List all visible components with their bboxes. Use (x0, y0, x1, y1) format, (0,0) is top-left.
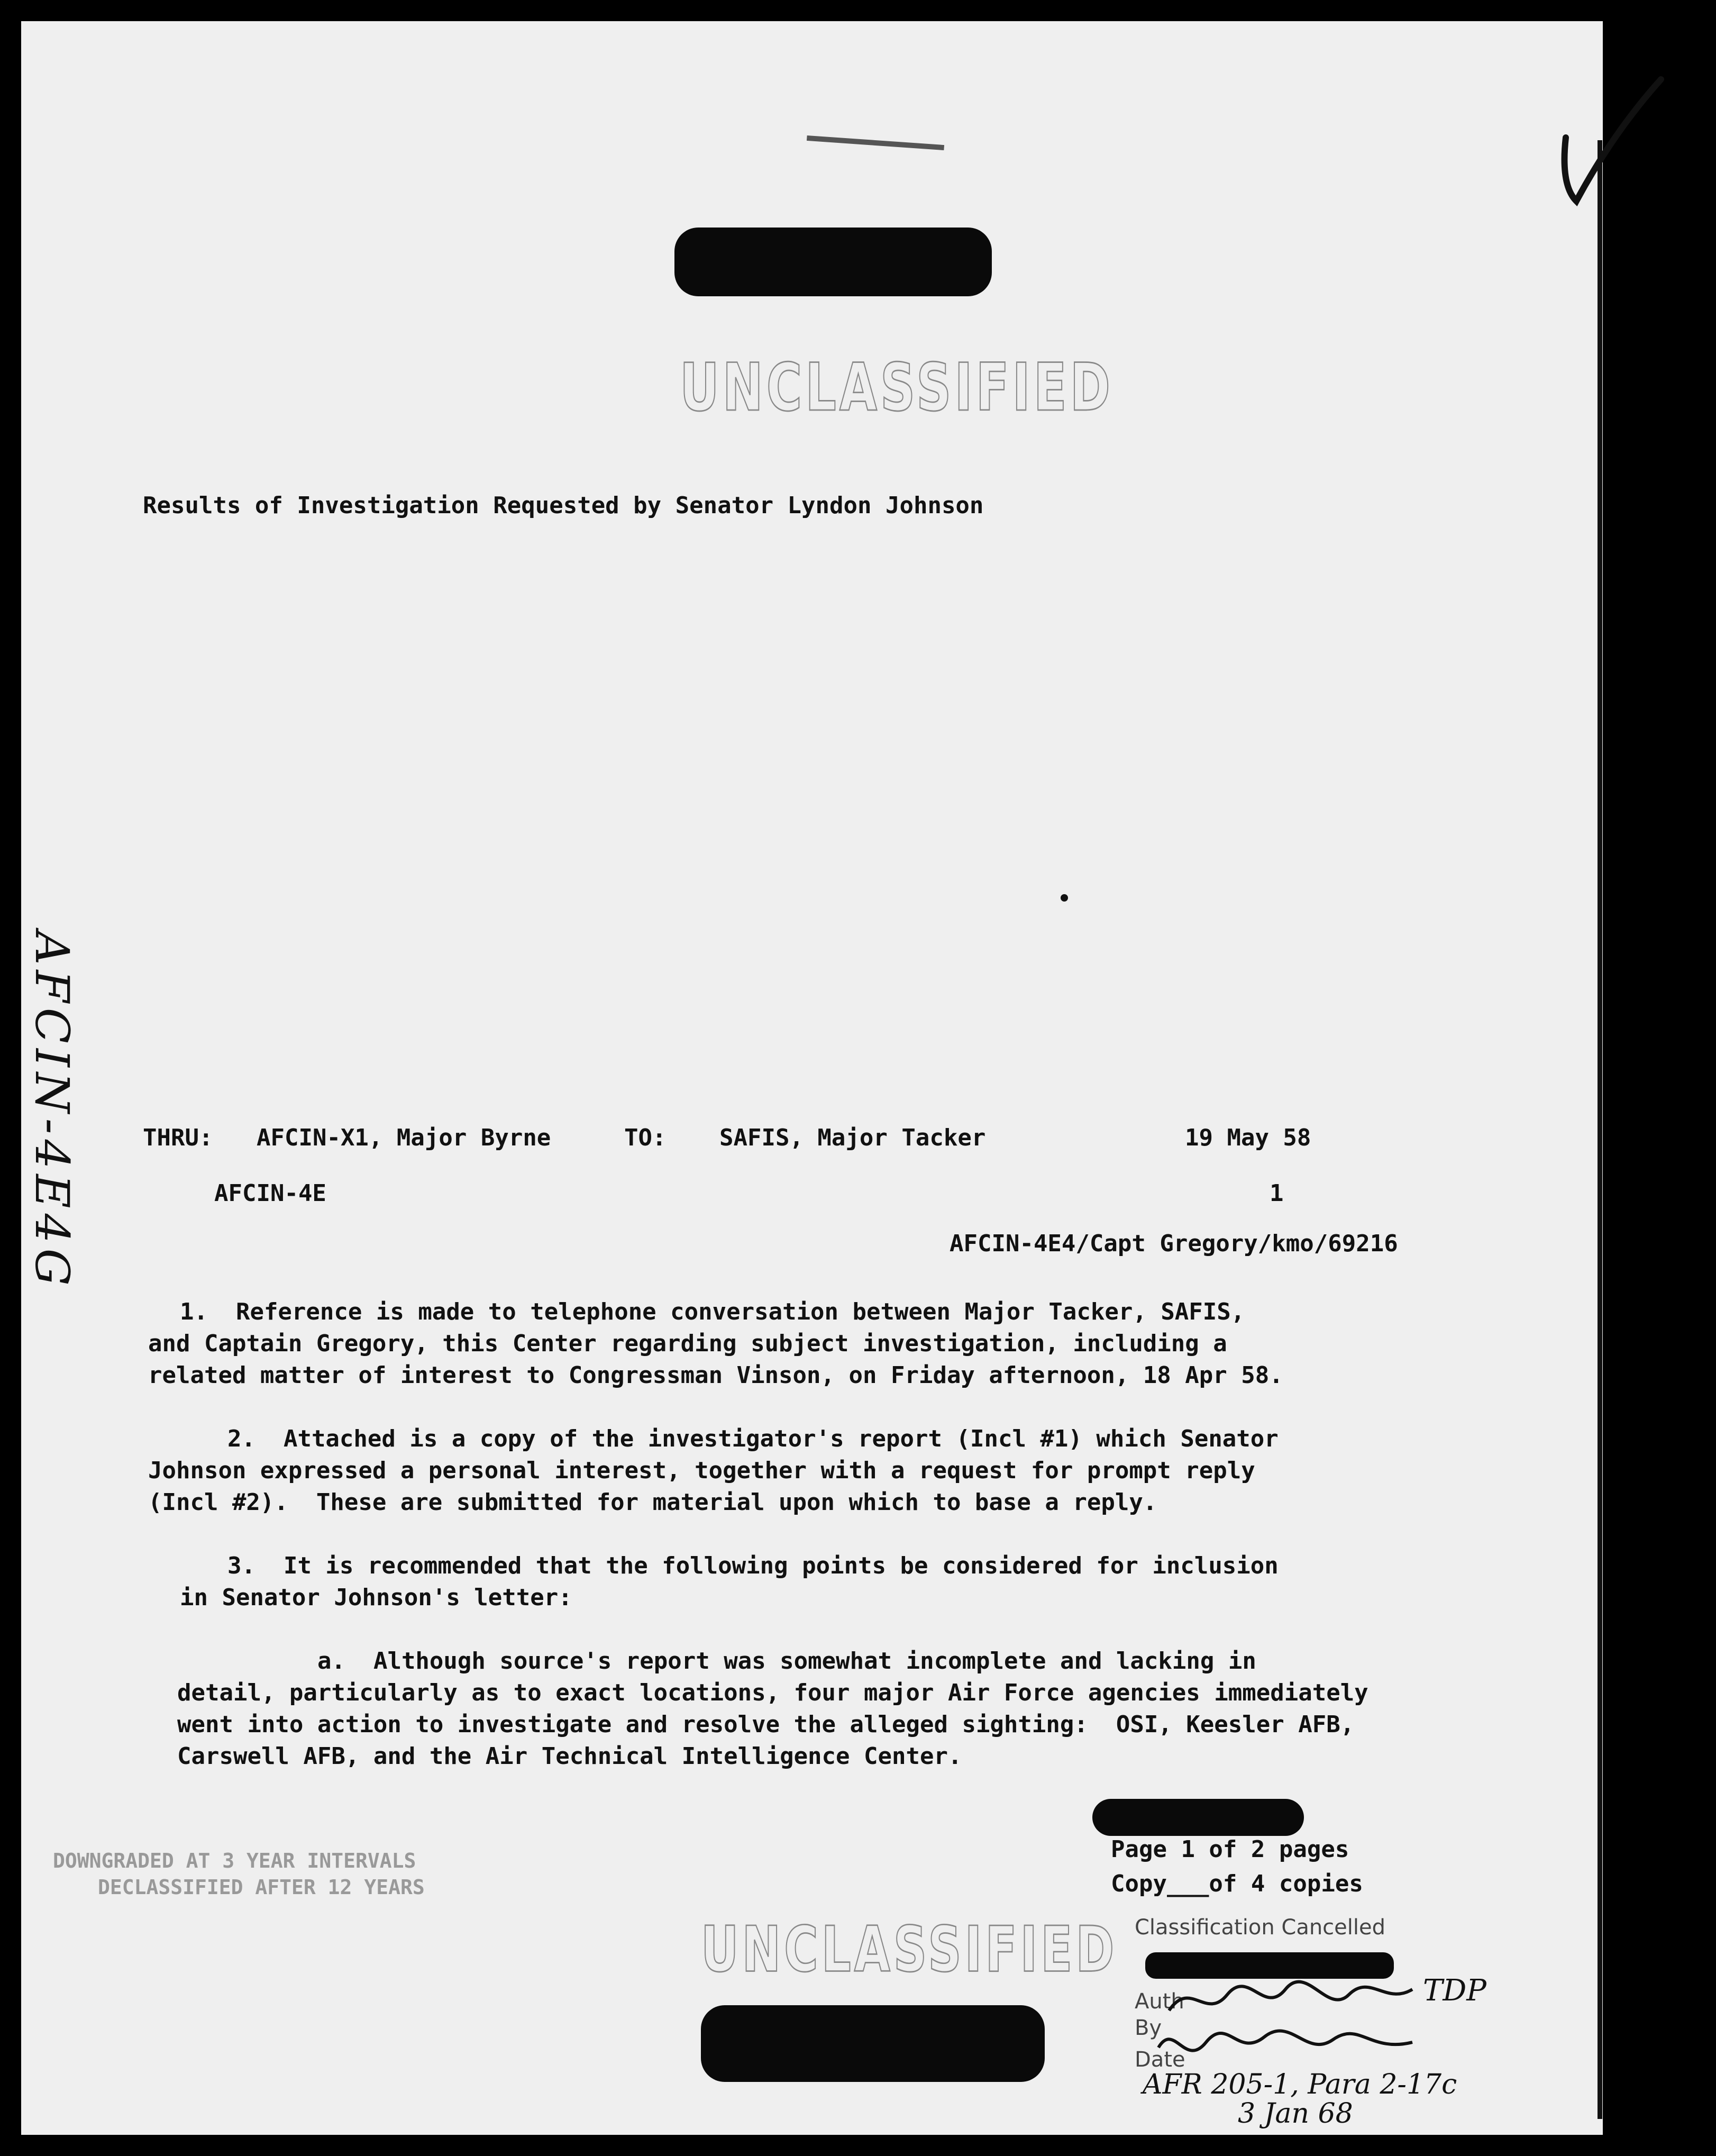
cancel-auth-prefix: Auth (1135, 1989, 1184, 2014)
checkmark-icon (1555, 69, 1682, 206)
paragraph-3a: a. Although source's report was somewhat incomplete and lacking in detail, particularly as to exact locations, four major Air Force agencies immediately went into action to investigate and resolve the alleged sighting: OSI, Keesler AFB, Carswell AFB, and the Air Technical Intelligence Center. (177, 1648, 1368, 1770)
top-faint-mark (807, 135, 944, 150)
redaction-bottom-right (1092, 1799, 1304, 1836)
unclassified-stamp-bottom: UNCLASSIFIED (701, 1913, 1118, 1987)
downgrade-line-1: DOWNGRADED AT 3 YEAR INTERVALS (53, 1849, 416, 1872)
unclassified-stamp-top: UNCLASSIFIED (680, 349, 1113, 426)
handwritten-regulation-ref: AFR 205-1, Para 2-17c (1143, 2069, 1457, 2100)
handwritten-signature-1 (1158, 1973, 1423, 2026)
document-page (21, 21, 1603, 2135)
downgrade-line-2: DECLASSIFIED AFTER 12 YEARS (98, 1876, 425, 1899)
document-title: Results of Investigation Requested by Senator Lyndon Johnson (143, 492, 984, 519)
memo-date: 19 May 58 (1185, 1124, 1311, 1151)
cancel-date-prefix: Date (1135, 2048, 1185, 2072)
thru-label: THRU: (143, 1124, 213, 1151)
paragraph-1: 1. Reference is made to telephone conversation between Major Tacker, SAFIS, and Captain Gregory, this Center regarding subject investigation, including a related matter of interest to Congressman Vinson, on Friday afternoon, 18 Apr 58. (148, 1298, 1283, 1389)
paragraph-2: 2. Attached is a copy of the investigator's report (Incl #1) which Senator Johnson expressed a personal interest, together with a request for prompt reply (Incl #2). These are submitted for material upon which to base a reply. (148, 1425, 1279, 1516)
handwritten-initials: TDP (1423, 1973, 1486, 2008)
page-border-line (1598, 140, 1602, 2119)
redaction-bottom-center (701, 2005, 1045, 2082)
handwritten-margin-note: AFCIN-4E4G (25, 931, 79, 1291)
handwritten-date-ref: 3 Jan 68 (1238, 2098, 1353, 2130)
page-info: Page 1 of 2 pages (1111, 1836, 1349, 1863)
cancel-by-label: By (1135, 2016, 1162, 2040)
to-value: SAFIS, Major Tacker (719, 1124, 986, 1151)
paragraph-3: 3. It is recommended that the following points be considered for inclusion in Senator Johnson's letter: (180, 1552, 1279, 1611)
to-label: TO: (624, 1124, 667, 1151)
classification-cancelled-heading: Classification Cancelled (1135, 1915, 1386, 1940)
stray-dot (1061, 894, 1068, 902)
copy-info: Copy___of 4 copies (1111, 1870, 1363, 1897)
redaction-top (674, 228, 992, 296)
handwritten-signature-2 (1148, 2021, 1423, 2069)
from-office: AFCIN-4E (214, 1180, 326, 1207)
thru-value: AFCIN-X1, Major Byrne (257, 1124, 551, 1151)
sheet-number: 1 (1270, 1180, 1284, 1207)
reference-line: AFCIN-4E4/Capt Gregory/kmo/69216 (950, 1230, 1398, 1257)
